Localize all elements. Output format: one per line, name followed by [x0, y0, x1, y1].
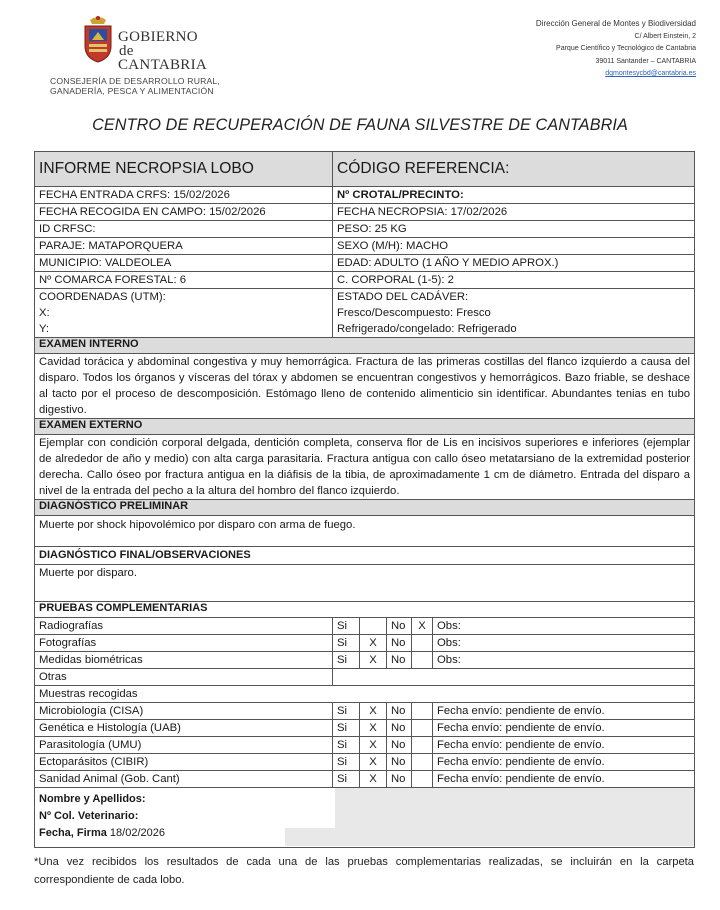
- si-label: Si: [333, 652, 360, 669]
- coord-y: Y:: [39, 323, 50, 335]
- si-checkbox[interactable]: X: [360, 754, 387, 771]
- no-label: No: [387, 754, 412, 771]
- obs-field: Obs:: [433, 652, 695, 669]
- no-checkbox[interactable]: [412, 771, 433, 788]
- si-checkbox[interactable]: X: [360, 737, 387, 754]
- si-checkbox[interactable]: [360, 618, 387, 635]
- prueba-name: Fotografías: [35, 635, 333, 652]
- no-label: No: [387, 618, 412, 635]
- fecha-envio: Fecha envío: pendiente de envío.: [433, 737, 695, 754]
- fecha-firma-label: Fecha, Firma: [39, 827, 107, 839]
- consejeria-line1: CONSEJERÍA DE DESARROLLO RURAL,: [50, 76, 221, 86]
- government-name: [118, 30, 207, 72]
- field-sexo: SEXO (M/H): MACHO: [333, 238, 695, 255]
- field-condicion-corporal: C. CORPORAL (1-5): 2: [333, 272, 695, 289]
- gov-line1: GOBIERNO: [118, 29, 198, 45]
- field-crotal: Nº CROTAL/PRECINTO:: [333, 187, 695, 204]
- muestra-name: Parasitología (UMU): [35, 737, 333, 754]
- page-title: CENTRO DE RECUPERACIÓN DE FAUNA SILVESTRE DE CANTABRIA: [92, 116, 628, 134]
- gov-line2: de: [119, 43, 134, 59]
- muestra-row: [35, 754, 695, 771]
- address-line: 39011 Santander – CANTABRIA: [595, 57, 696, 65]
- muestra-row: [35, 771, 695, 788]
- si-label: Si: [333, 771, 360, 788]
- muestras-title: Muestras recogidas: [35, 686, 695, 703]
- examen-interno-text: Cavidad torácica y abdominal congestiva y muy hemorrágica. Fractura de las primeras costillas del flanco izquierdo a causa del disparo. Todos los órganos y vísceras del tórax y abdomen se encuentran congestivos y hemorrágicos. Bazo friable, se deshace al tacto por el proceso de descomposición. Estómago lleno de contenido alimenticio sin identificar. Abundantes tenias en tubo digestivo.: [35, 354, 695, 419]
- no-checkbox[interactable]: [412, 635, 433, 652]
- si-checkbox[interactable]: X: [360, 635, 387, 652]
- field-fecha-recogida: FECHA RECOGIDA EN CAMPO: 15/02/2026: [35, 204, 333, 221]
- no-label: No: [387, 737, 412, 754]
- muestra-row: [35, 720, 695, 737]
- si-label: Si: [333, 737, 360, 754]
- consejeria-line2: GANADERÍA, PESCA Y ALIMENTACIÓN: [50, 86, 214, 96]
- field-edad: EDAD: ADULTO (1 AÑO Y MEDIO APROX.): [333, 255, 695, 272]
- field-fecha-necropsia: FECHA NECROPSIA: 17/02/2026: [333, 204, 695, 221]
- fecha-envio: Fecha envío: pendiente de envío.: [433, 754, 695, 771]
- consejeria-name: [50, 76, 220, 96]
- address-line: Dirección General de Montes y Biodiversidad: [535, 19, 696, 28]
- otras-label: Otras: [35, 669, 333, 686]
- si-label: Si: [333, 703, 360, 720]
- signature-area: [335, 788, 695, 828]
- no-label: No: [387, 720, 412, 737]
- no-checkbox[interactable]: [412, 703, 433, 720]
- address-block: [536, 18, 696, 81]
- prueba-row: [35, 652, 695, 669]
- field-comarca: Nº COMARCA FORESTAL: 6: [35, 272, 333, 289]
- coord-x: X:: [39, 307, 50, 319]
- no-checkbox[interactable]: [412, 720, 433, 737]
- email-link[interactable]: dgmontesycbd@cantabria.es: [605, 70, 696, 77]
- field-id-crfsc: ID CRFSC:: [35, 221, 333, 238]
- fecha-firma-value: 18/02/2026: [109, 827, 165, 839]
- no-label: No: [387, 652, 412, 669]
- fecha-envio: Fecha envío: pendiente de envío.: [433, 703, 695, 720]
- obs-field: Obs:: [433, 635, 695, 652]
- si-checkbox[interactable]: X: [360, 652, 387, 669]
- prueba-name: Medidas biométricas: [35, 652, 333, 669]
- muestra-name: Sanidad Animal (Gob. Cant): [35, 771, 333, 788]
- prueba-name: Radiografías: [35, 618, 333, 635]
- no-checkbox[interactable]: [412, 737, 433, 754]
- section-examen-externo: EXAMEN EXTERNO: [35, 419, 695, 435]
- estado-fresco: Fresco/Descompuesto: Fresco: [337, 307, 491, 319]
- muestra-name: Ectoparásitos (CIBIR): [35, 754, 333, 771]
- address-line: Parque Científico y Tecnológico de Cantabria: [556, 45, 696, 52]
- footnote: *Una vez recibidos los resultados de cada una de las pruebas complementarias realizadas, se incluirán en la carpeta correspondiente de cada lobo.: [34, 856, 694, 886]
- col-veterinario-label: Nº Col. Veterinario:: [39, 810, 139, 822]
- coat-of-arms-logo: [80, 14, 116, 64]
- reference-code-header: CÓDIGO REFERENCIA:: [333, 152, 695, 187]
- otras-field: [333, 669, 695, 686]
- field-fecha-entrada: FECHA ENTRADA CRFS: 15/02/2026: [35, 187, 333, 204]
- prueba-row: [35, 635, 695, 652]
- field-estado-cadaver: [333, 289, 695, 338]
- signature-area: [285, 828, 695, 846]
- estado-label: ESTADO DEL CADÁVER:: [337, 291, 469, 303]
- si-label: Si: [333, 618, 360, 635]
- field-municipio: MUNICIPIO: VALDEOLEA: [35, 255, 333, 272]
- section-diagnostico-final: DIAGNÓSTICO FINAL/OBSERVACIONES: [35, 547, 695, 565]
- field-paraje: PARAJE: MATAPORQUERA: [35, 238, 333, 255]
- si-checkbox[interactable]: X: [360, 703, 387, 720]
- fecha-envio: Fecha envío: pendiente de envío.: [433, 771, 695, 788]
- necropsy-form: [34, 151, 695, 848]
- si-label: Si: [333, 720, 360, 737]
- examen-externo-text: Ejemplar con condición corporal delgada, dentición completa, conserva flor de Lis en incisivos superiores e inferiores (ejemplar de alrededor de año y medio) con alta carga parasitaria. Fractura antigua con callo óseo metatarsiano de la extremidad posterior derecha. Callo óseo por fractura antigua en la diáfisis de la tibia, de aproximadamente 1 cm de diámetro. Entrada del disparo a nivel de la entrada del pecho a la altura del hombro del flanco izquierdo.: [35, 435, 695, 500]
- no-checkbox[interactable]: X: [412, 618, 433, 635]
- field-peso: PESO: 25 KG: [333, 221, 695, 238]
- no-label: No: [387, 703, 412, 720]
- obs-field: Obs:: [433, 618, 695, 635]
- muestra-name: Microbiología (CISA): [35, 703, 333, 720]
- prueba-row: [35, 618, 695, 635]
- muestra-name: Genética e Histología (UAB): [35, 720, 333, 737]
- estado-refrigerado: Refrigerado/congelado: Refrigerado: [337, 323, 517, 335]
- si-label: Si: [333, 754, 360, 771]
- field-coordenadas: [35, 289, 333, 338]
- fecha-envio: Fecha envío: pendiente de envío.: [433, 720, 695, 737]
- signature-block: [35, 788, 695, 848]
- si-checkbox[interactable]: X: [360, 771, 387, 788]
- report-type-header: INFORME NECROPSIA LOBO: [35, 152, 333, 187]
- muestra-row: [35, 737, 695, 754]
- section-diagnostico-preliminar: DIAGNÓSTICO PRELIMINAR: [35, 500, 695, 516]
- coordenadas-label: COORDENADAS (UTM):: [39, 291, 166, 303]
- nombre-apellidos-label: Nombre y Apellidos:: [39, 793, 146, 805]
- section-examen-interno: EXAMEN INTERNO: [35, 338, 695, 354]
- si-label: Si: [333, 635, 360, 652]
- section-pruebas: PRUEBAS COMPLEMENTARIAS: [35, 602, 695, 618]
- diagnostico-preliminar-text: Muerte por shock hipovolémico por disparo con arma de fuego.: [35, 516, 695, 547]
- diagnostico-final-text: Muerte por disparo.: [35, 565, 695, 602]
- gov-line3: CANTABRIA: [118, 57, 208, 73]
- si-checkbox[interactable]: X: [360, 720, 387, 737]
- no-checkbox[interactable]: [412, 754, 433, 771]
- muestra-row: [35, 703, 695, 720]
- no-label: No: [387, 771, 412, 788]
- address-line: C/ Albert Einstein, 2: [634, 32, 696, 40]
- no-checkbox[interactable]: [412, 652, 433, 669]
- no-label: No: [387, 635, 412, 652]
